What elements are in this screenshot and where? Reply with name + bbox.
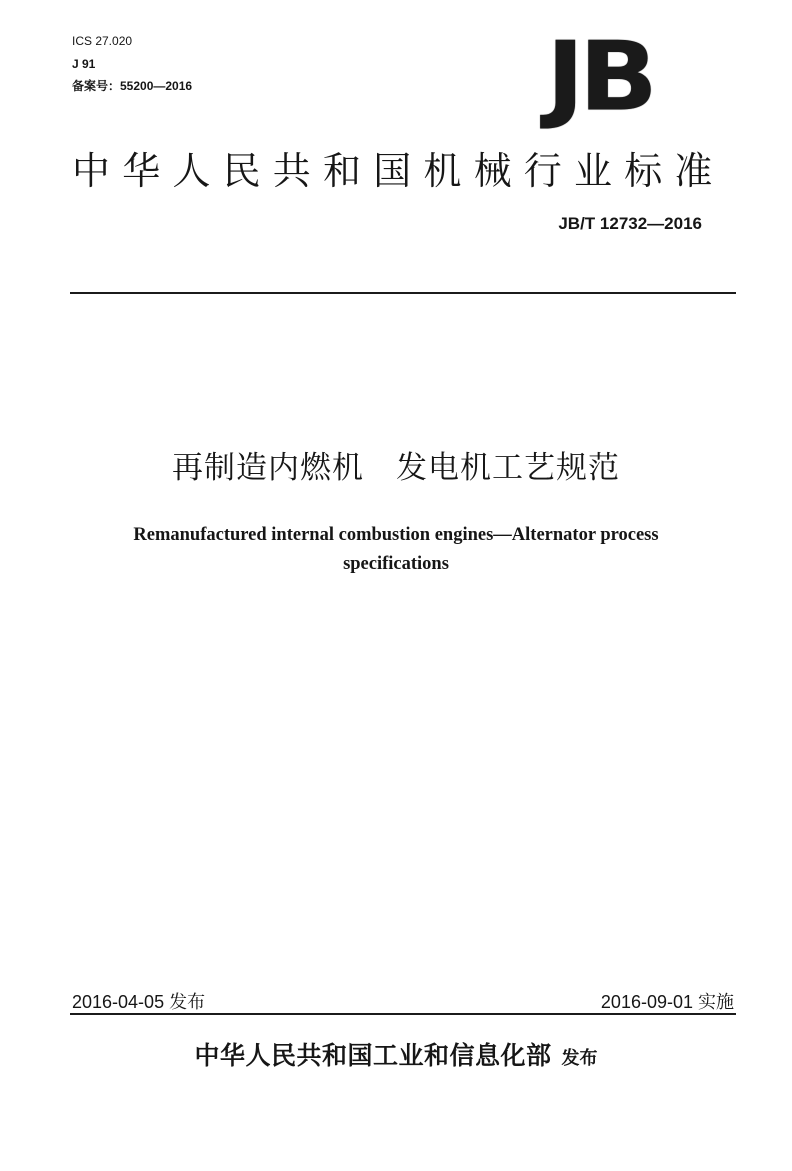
document-title-en: Remanufactured internal combustion engines—Alternator process specifications: [133, 525, 659, 574]
filing-number: 备案号：55200—2016: [72, 79, 193, 93]
standard-number: JB/T 12732—2016: [558, 214, 702, 233]
classification-code: J 91: [72, 57, 96, 71]
top-divider: [70, 292, 736, 294]
standard-title: 中华人民共和国机械行业标准: [72, 149, 725, 193]
jb-logo: [546, 20, 698, 133]
publisher-suffix: 发布: [561, 1048, 598, 1069]
jb-logo-text: JB: [546, 20, 652, 133]
ics-code: ICS 27.020: [72, 34, 133, 48]
document-title-cn: 再制造内燃机 发电机工艺规范: [172, 450, 620, 486]
publisher: [0, 1036, 792, 1072]
implementation-date: 2016-09-01 实施: [600, 992, 734, 1012]
bottom-divider: [70, 1013, 736, 1015]
issue-date: 2016-04-05 发布: [72, 992, 206, 1012]
publisher-name: 中华人民共和国工业和信息化部: [194, 1041, 552, 1070]
